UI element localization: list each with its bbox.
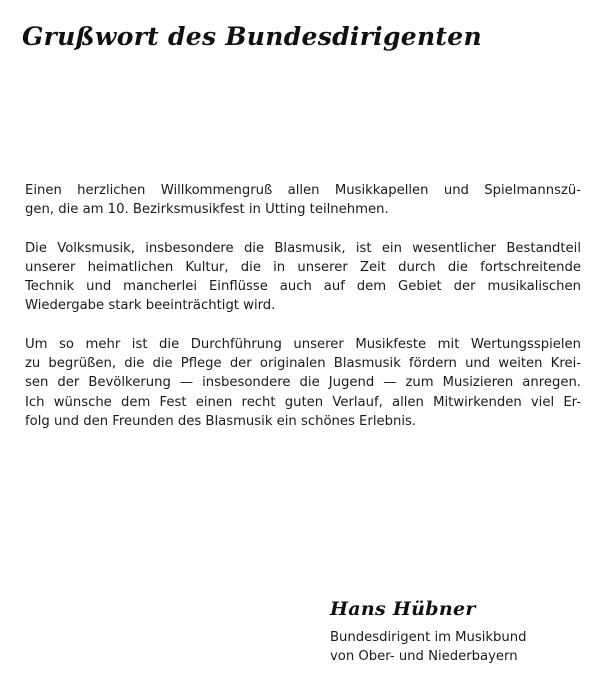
paragraph-line: folg und den Freunden des Blasmusik ein schönes Erlebnis. (25, 413, 417, 429)
paragraph-line: sen der Bevölkerung — insbesondere die Jugend — zum Musizieren anregen. (25, 375, 581, 391)
letter-body (25, 181, 581, 450)
paragraph-line: Die Volksmusik, insbesondere die Blasmusik, ist ein wesentlicher Bestandteil (25, 240, 581, 256)
paragraph-line: Technik und mancherlei Einflüsse auch auf dem Gebiet der musikalischen (25, 279, 581, 295)
signature-block (330, 598, 580, 666)
signature-role: Bundesdirigent im Musikbund (330, 630, 527, 645)
paragraph-line: Um so mehr ist die Durchführung unserer Musikfeste mit Wertungsspielen (25, 336, 581, 352)
paragraph-line: gen, die am 10. Bezirksmusikfest in Utting teilnehmen. (25, 202, 389, 218)
signature-organization: von Ober- und Niederbayern (330, 649, 518, 664)
page-title: Grußwort des Bundesdirigenten (22, 22, 482, 51)
paragraph-3 (25, 335, 581, 431)
paragraph-2 (25, 239, 581, 316)
signature-name: Hans Hübner (330, 598, 476, 620)
paragraph-line: Wiedergabe stark beeinträchtigt wird. (25, 298, 276, 314)
paragraph-line: Einen herzlichen Willkommengruß allen Musikkapellen und Spielmannszü- (25, 183, 581, 198)
paragraph-line: unserer heimatlichen Kultur, die in unserer Zeit durch die fortschreitende (25, 259, 581, 275)
paragraph-1 (25, 181, 581, 220)
paragraph-line: zu begrüßen, die die Pflege der originalen Blasmusik fördern und weiten Krei- (25, 356, 581, 372)
paragraph-line: Ich wünsche dem Fest einen recht guten Verlauf, allen Mitwirkenden viel Er- (25, 394, 581, 410)
